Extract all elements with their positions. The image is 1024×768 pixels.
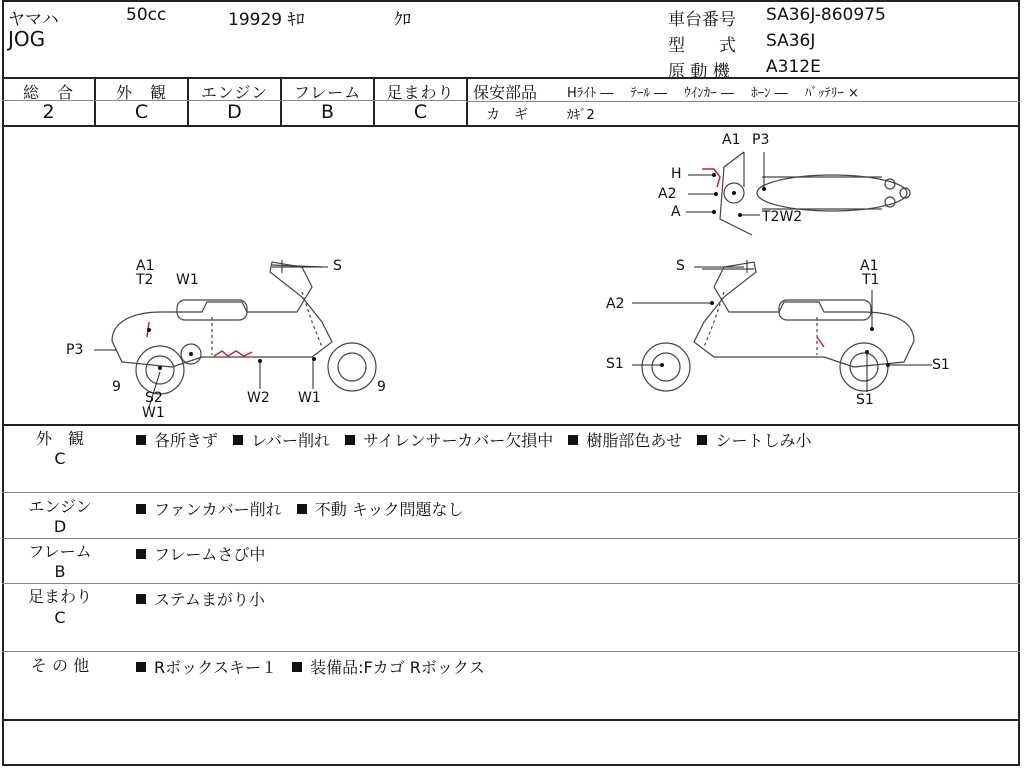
divider (2, 538, 1020, 539)
remark-item: 不動 キック問題なし (314, 500, 464, 519)
part-label: W1 (142, 405, 165, 421)
part-label: A2 (658, 186, 677, 202)
grade-engine-label: エンジン (200, 83, 269, 102)
part-label: S1 (606, 356, 624, 372)
divider (466, 101, 1020, 102)
part-label: S1 (932, 357, 950, 373)
frame-no-label: 車台番号 (668, 10, 736, 30)
section-engine-items (136, 497, 474, 520)
section-frame-grade: B (54, 562, 66, 581)
divider (2, 583, 1020, 584)
grade-frame-value: B (320, 101, 335, 123)
displacement: 50cc (126, 5, 167, 25)
divider (2, 651, 1020, 652)
divider (2, 77, 1020, 79)
remark-item: 樹脂部色あせ (586, 431, 683, 450)
model-name: JOG (8, 27, 46, 51)
engine-value: A312E (766, 57, 821, 77)
section-engine-label: エンジン (28, 497, 92, 516)
section-frame-items (136, 542, 275, 565)
section-frame-label: フレーム (28, 542, 92, 561)
remark-item: シートしみ小 (715, 431, 812, 450)
key-value: ｶｷﾞ2 (567, 108, 595, 123)
grade-engine-value: D (227, 101, 242, 123)
key-label: カ ギ (486, 107, 528, 123)
part-label: P3 (752, 132, 770, 148)
section-other-items (136, 655, 495, 678)
section-other-label: そ の 他 (30, 656, 90, 675)
remark-item: 各所きず (154, 431, 219, 450)
remark-item: Rボックスキー１ (154, 658, 277, 677)
section-suspension-label: 足まわり (27, 587, 92, 606)
part-label: S (333, 258, 342, 274)
part-label: T1 (862, 272, 880, 288)
section-suspension-items (136, 587, 275, 610)
part-label: A (671, 204, 681, 220)
section-suspension-grade: C (54, 608, 66, 627)
part-label: P3 (66, 342, 84, 358)
grade-suspension-label: 足まわり (386, 83, 455, 102)
grade-overall-value: 2 (42, 101, 55, 123)
remark-item: ステムまがり小 (154, 590, 265, 609)
safety-parts-label: 保安部品 (473, 83, 538, 102)
section-exterior-label: 外 観 (35, 429, 84, 448)
divider (2, 719, 1020, 721)
type-value: SA36J (766, 31, 816, 51)
grade-exterior-label: 外 観 (115, 83, 167, 102)
part-label: W1 (298, 390, 321, 406)
remark-item: 装備品:Fカゴ Rボックス (310, 658, 485, 677)
remark-item: フレームさび中 (154, 545, 266, 564)
part-label: S2 (145, 390, 163, 406)
grade-overall-label: 総 合 (22, 83, 74, 102)
section-exterior-grade: C (54, 449, 66, 468)
color: ｸﾛ (394, 10, 411, 30)
part-label: 9 (377, 379, 386, 395)
part-label: T2 (136, 272, 154, 288)
remark-item: レバー削れ (251, 431, 330, 450)
part-label: W1 (176, 272, 199, 288)
mileage: 19929 ｷﾛ (228, 10, 305, 30)
safety-parts-items: Hﾗｲﾄ ― ﾃｰﾙ ― ｳｲﾝｶｰ ― ﾎｰﾝ ― ﾊﾞｯﾃﾘｰ × (567, 86, 859, 101)
part-label: A1 (722, 132, 741, 148)
part-label: A2 (606, 296, 625, 312)
part-label: W2 (247, 390, 270, 406)
top-view (720, 152, 910, 235)
remark-item: ファンカバー削れ (154, 500, 282, 519)
grade-frame-label: フレーム (293, 83, 362, 102)
frame-no: SA36J-860975 (766, 5, 886, 25)
section-engine-grade: D (53, 517, 67, 536)
part-label: T2W2 (762, 209, 803, 225)
part-label: H (671, 166, 682, 182)
grade-exterior-value: C (134, 101, 149, 123)
divider (2, 492, 1020, 493)
part-label: A1 (860, 258, 879, 274)
grade-suspension-value: C (413, 101, 428, 123)
part-label: A1 (136, 258, 155, 274)
part-label: 9 (112, 379, 121, 395)
maker: ヤマハ (8, 10, 59, 30)
divider (2, 424, 1020, 426)
type-label: 型 式 (668, 36, 736, 56)
part-label: S (676, 258, 685, 274)
part-label: S1 (856, 392, 874, 408)
engine-label: 原 動 機 (668, 62, 730, 82)
section-exterior-items (136, 428, 821, 451)
remark-item: サイレンサーカバー欠損中 (363, 431, 554, 450)
